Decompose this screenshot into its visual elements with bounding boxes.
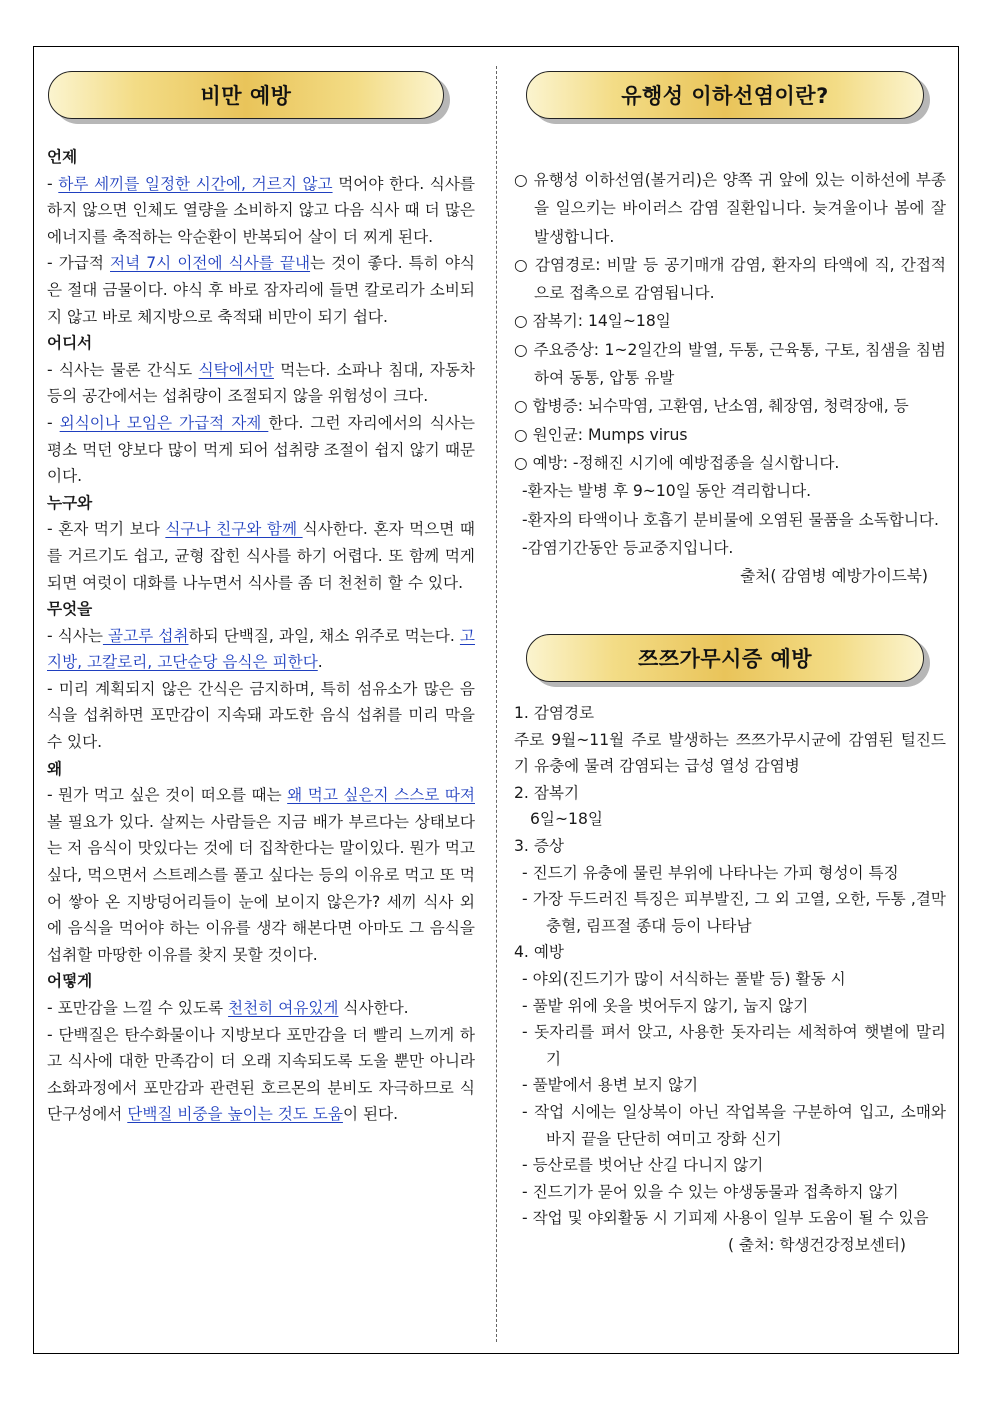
obesity-banner <box>48 71 444 119</box>
where-highlight-1: 식탁에서만 <box>198 360 274 379</box>
tsutsugamushi-banner <box>526 634 924 682</box>
prevention-item: - 작업 및 야외활동 시 기피제 사용이 일부 도움이 될 수 있음 <box>522 1209 929 1228</box>
prevention-heading: 4. 예방 <box>514 943 564 962</box>
mumps-item: ○ 주요증상: 1~2일간의 발열, 두통, 근육통, 구토, 침샘을 침범하여 동통, 압통 유발 <box>514 340 946 388</box>
prevention-item: - 등산로를 벗어난 산길 다니지 않기 <box>522 1156 764 1175</box>
how-heading: 어떻게 <box>47 972 93 991</box>
mumps-source: 출처( 감염병 예방가이드북) <box>740 567 928 586</box>
mumps-item: ○ 합병증: 뇌수막염, 고환염, 난소염, 췌장염, 청력장애, 등 <box>514 397 909 416</box>
prevention-item: - 돗자리를 펴서 앉고, 사용한 돗자리는 세척하여 햇볕에 말리기 <box>522 1023 946 1068</box>
mumps-item: ○ 유행성 이하선염(볼거리)은 양쪽 귀 앞에 있는 이하선에 부종을 일으키는 바이러스 감염 질환입니다. 늦겨울이나 봄에 잘 발생합니다. <box>514 171 946 246</box>
where-heading: 어디서 <box>47 334 93 353</box>
incubation-text: 6일~18일 <box>530 810 603 829</box>
when-highlight-1: 하루 세끼를 일정한 시간에, 거르지 않고 <box>58 174 333 193</box>
route-text: 주로 9월~11월 주로 발생하는 쯔쯔가무시균에 감염된 털진드기 유충에 물려 감염되는 급성 열성 감염병 <box>514 730 946 776</box>
incubation-heading: 2. 잠복기 <box>514 783 580 802</box>
what-paragraph-1: - 식사는 골고루 섭취하되 단백질, 과일, 채소 위주로 먹는다. 고지방, 고칼로리, 고단순당 음식은 피한다. <box>47 626 475 672</box>
where-highlight-2: 외식이나 모임은 가급적 자제 <box>59 413 269 432</box>
prevention-item: - 작업 시에는 일상복이 아닌 작업복을 구분하여 입고, 소매와 바지 끝을 단단히 여미고 장화 신기 <box>522 1102 946 1148</box>
prevention-item: - 풀밭에서 용변 보지 않기 <box>522 1076 699 1095</box>
symptom-item: - 진드기 유충에 물린 부위에 나타나는 가피 형성이 특징 <box>522 863 899 882</box>
mumps-banner <box>526 71 924 119</box>
tsutsugamushi-section <box>514 700 946 1258</box>
mumps-item: ○ 잠복기: 14일~18일 <box>514 312 671 331</box>
symptom-item: - 가장 두드러진 특징은 피부발진, 그 외 고열, 오한, 두통 ,결막 충혈, 림프절 종대 등이 나타남 <box>522 890 946 935</box>
where-paragraph-2: - 외식이나 모임은 가급적 자제 한다. 그런 자리에서의 식사는 평소 먹던 양보다 많이 먹게 되어 섭취량 조절이 쉽지 않기 때문이다. <box>47 413 476 486</box>
mumps-item: ○ 예방: -정해진 시기에 예방접종을 실시합니다. <box>514 453 840 472</box>
mumps-item: ○ 원인균: Mumps virus <box>514 425 688 444</box>
obesity-banner-title: 비만 예방 <box>200 84 292 108</box>
where-paragraph-1: - 식사는 물론 간식도 식탁에서만 먹는다. 소파나 침대, 자동차 등의 공간에서는 섭취량이 조절되지 않을 위험성이 크다. <box>47 360 475 406</box>
symptom-heading: 3. 증상 <box>514 836 564 855</box>
prevention-item: - 풀밭 위에 옷을 벗어두지 않기, 눕지 않기 <box>522 996 809 1015</box>
what-paragraph-2: - 미리 계획되지 않은 간식은 금지하며, 특히 섬유소가 많은 음식을 섭취하면 포만감이 지속돼 과도한 음식 섭취를 미리 막을 수 있다. <box>47 679 475 752</box>
prevention-item: - 진드기가 묻어 있을 수 있는 야생동물과 접촉하지 않기 <box>522 1182 899 1201</box>
why-heading: 왜 <box>47 759 63 778</box>
who-highlight-1: 식구나 친구와 함께 <box>165 520 303 539</box>
mumps-section <box>514 166 946 590</box>
tsutsugamushi-source: ( 출처: 학생건강정보센터) <box>728 1235 906 1254</box>
obesity-section <box>47 144 475 1128</box>
mumps-banner-title: 유행성 이하선염이란? <box>621 84 829 108</box>
mumps-item: ○ 감염경로: 비말 등 공기매개 감염, 환자의 타액에 직, 간접적으로 접촉으로 감염됩니다. <box>514 255 946 303</box>
when-highlight-2: 저녁 7시 이전에 식사를 끝내 <box>110 254 311 273</box>
who-paragraph-1: - 혼자 먹기 보다 식구나 친구와 함께 식사한다. 혼자 먹으면 때를 거르기도 쉽고, 균형 잡힌 식사를 하기 어렵다. 또 함께 먹게 되면 여럿이 대화를 나누면서 식사를 좀 더 천천히 할 수 있다. <box>47 520 475 592</box>
when-paragraph-2: - 가급적 저녁 7시 이전에 식사를 끝내는 것이 좋다. 특히 야식은 절대 금물이다. 야식 후 바로 잠자리에 들면 칼로리가 소비되지 않고 바로 체지방으로 축적돼 비만이 되기 쉽다. <box>47 254 476 326</box>
column-divider <box>496 66 497 1342</box>
when-paragraph-1: - 하루 세끼를 일정한 시간에, 거르지 않고 먹어야 한다. 식사를 하지 않으면 인체도 열량을 소비하지 않고 다음 식사 때 더 많은 에너지를 축적하는 악순환이 반복되어 살이 더 찌게 된다. <box>47 174 475 246</box>
why-highlight-1: 왜 먹고 싶은지 스스로 따져 <box>287 786 475 805</box>
how-highlight-1: 천천히 여유있게 <box>228 999 339 1017</box>
prevention-item: - 야외(진드기가 많이 서식하는 풀밭 등) 활동 시 <box>522 969 846 988</box>
who-heading: 누구와 <box>47 493 93 512</box>
route-heading: 1. 감염경로 <box>514 704 595 722</box>
what-heading: 무엇을 <box>47 600 93 619</box>
why-paragraph-1: - 뭔가 먹고 싶은 것이 떠오를 때는 왜 먹고 싶은지 스스로 따져 볼 필요가 있다. 살찌는 사람들은 지금 배가 부르다는 상태보다는 저 음식이 맛있다는 것에 더 집착한다는 말이있다. 뭔가 먹고 싶다, 먹으면서 스트레스를 풀고 싶다는 등의 이유로 먹고 또 먹어 쌓아 온 지방덩어리들이 눈에 보이지 않은가? 세끼 식사 외에 음식을 먹어야 하는 이유를 생각 해본다면 아마도 그 음식을 섭취할 마땅한 이유를 찾지 못할 것이다. <box>47 786 475 964</box>
how-paragraph-1: - 포만감을 느낄 수 있도록 천천히 여유있게 식사한다. <box>47 999 409 1017</box>
how-paragraph-2: - 단백질은 탄수화물이나 지방보다 포만감을 더 빨리 느끼게 하고 식사에 대한 만족감이 더 오래 지속되도록 도울 뿐만 아니라 소화과정에서 포만감과 관련된 호르몬의 분비도 자극하므로 식단구성에서 단백질 비중을 높이는 것도 도움이 된다. <box>47 1025 475 1124</box>
when-heading: 언제 <box>47 148 78 166</box>
mumps-prevention-item: -환자의 타액이나 호흡기 분비물에 오염된 물품을 소독합니다. <box>522 510 939 529</box>
mumps-prevention-item: -감염기간동안 등교중지입니다. <box>522 538 734 557</box>
what-highlight-2: 고지방, 고칼로리, 고단순당 음식은 피한다 <box>47 626 475 672</box>
tsutsugamushi-banner-title: 쯔쯔가무시증 예방 <box>637 647 813 671</box>
how-highlight-2: 단백질 비중을 높이는 것도 도움 <box>127 1105 343 1124</box>
mumps-prevention-item: -환자는 발병 후 9~10일 동안 격리합니다. <box>522 482 812 501</box>
what-highlight-1: 골고루 섭취 <box>102 626 189 645</box>
